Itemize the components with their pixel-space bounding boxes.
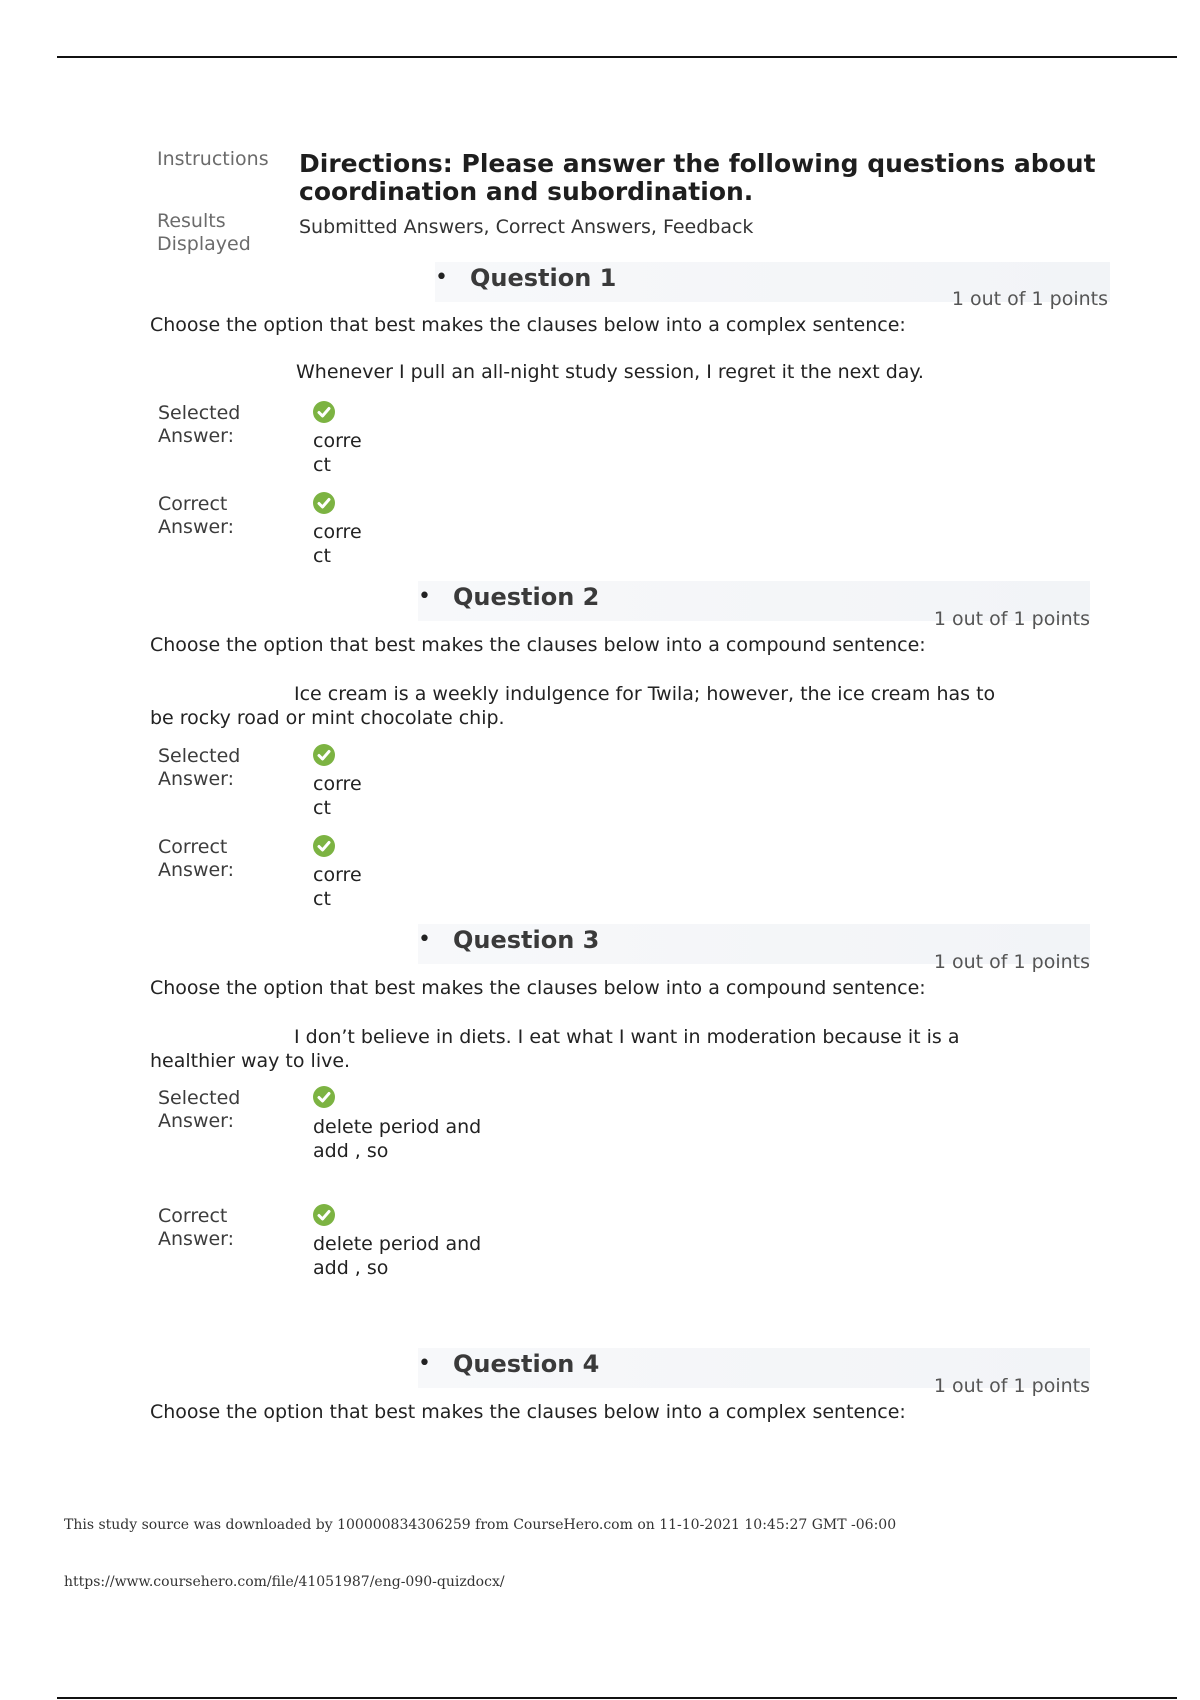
question-sentence-line-2: healthier way to live. [150,1050,351,1072]
results-displayed-value: Submitted Answers, Correct Answers, Feedback [299,216,754,238]
question-prompt: Choose the option that best makes the clauses below into a complex sentence: [150,1401,906,1423]
question-points: 1 out of 1 points [933,608,1090,630]
bullet: • [418,584,431,609]
selected-answer-value: corre ct [313,773,362,819]
question-sentence-line-1: Ice cream is a weekly indulgence for Twila; however, the ice cream has to [294,683,996,705]
selected-answer-label: Selected Answer: [158,745,241,790]
check-circle-icon [313,492,335,514]
bullet: • [418,927,431,952]
question-sentence-line-1: I don’t believe in diets. I eat what I want in moderation because it is a [294,1026,960,1048]
correct-answer-value: corre ct [313,864,362,910]
selected-answer-value: corre ct [313,430,362,476]
instructions-label: Instructions [157,148,269,170]
correct-answer-label: Correct Answer: [158,836,235,881]
question-prompt: Choose the option that best makes the clauses below into a compound sentence: [150,977,926,999]
selected-answer-value: delete period and add , so [313,1116,482,1162]
question-prompt: Choose the option that best makes the clauses below into a compound sentence: [150,634,926,656]
bullet: • [435,265,448,290]
correct-answer-label: Correct Answer: [158,493,235,538]
top-rule [57,56,1177,58]
question-points: 1 out of 1 points [933,1375,1090,1397]
source-url[interactable]: https://www.coursehero.com/file/41051987/eng-090-quizdocx/ [64,1574,505,1590]
selected-answer-label: Selected Answer: [158,402,241,447]
question-sentence: Whenever I pull an all-night study session, I regret it the next day. [296,361,924,383]
check-circle-icon [313,1204,335,1226]
question-title: Question 2 [453,583,600,611]
bullet: • [418,1351,431,1376]
check-circle-icon [313,1086,335,1108]
question-points: 1 out of 1 points [933,951,1090,973]
page-title: Directions: Please answer the following questions about coordination and subordination. [299,149,1096,206]
question-prompt: Choose the option that best makes the clauses below into a complex sentence: [150,314,906,336]
question-title: Question 3 [453,926,600,954]
bottom-rule [57,1697,1177,1699]
download-notice: This study source was downloaded by 100000834306259 from CourseHero.com on 11-10-2021 10:45:27 GMT -06:00 [64,1517,897,1533]
question-title: Question 4 [453,1350,600,1378]
correct-answer-label: Correct Answer: [158,1205,235,1250]
results-displayed-label: Results Displayed [157,210,251,255]
check-circle-icon [313,835,335,857]
check-circle-icon [313,744,335,766]
check-circle-icon [313,401,335,423]
correct-answer-value: delete period and add , so [313,1233,482,1279]
selected-answer-label: Selected Answer: [158,1087,241,1132]
question-sentence-line-2: be rocky road or mint chocolate chip. [150,707,505,729]
question-title: Question 1 [470,264,617,292]
question-points: 1 out of 1 points [951,288,1108,310]
correct-answer-value: corre ct [313,521,362,567]
